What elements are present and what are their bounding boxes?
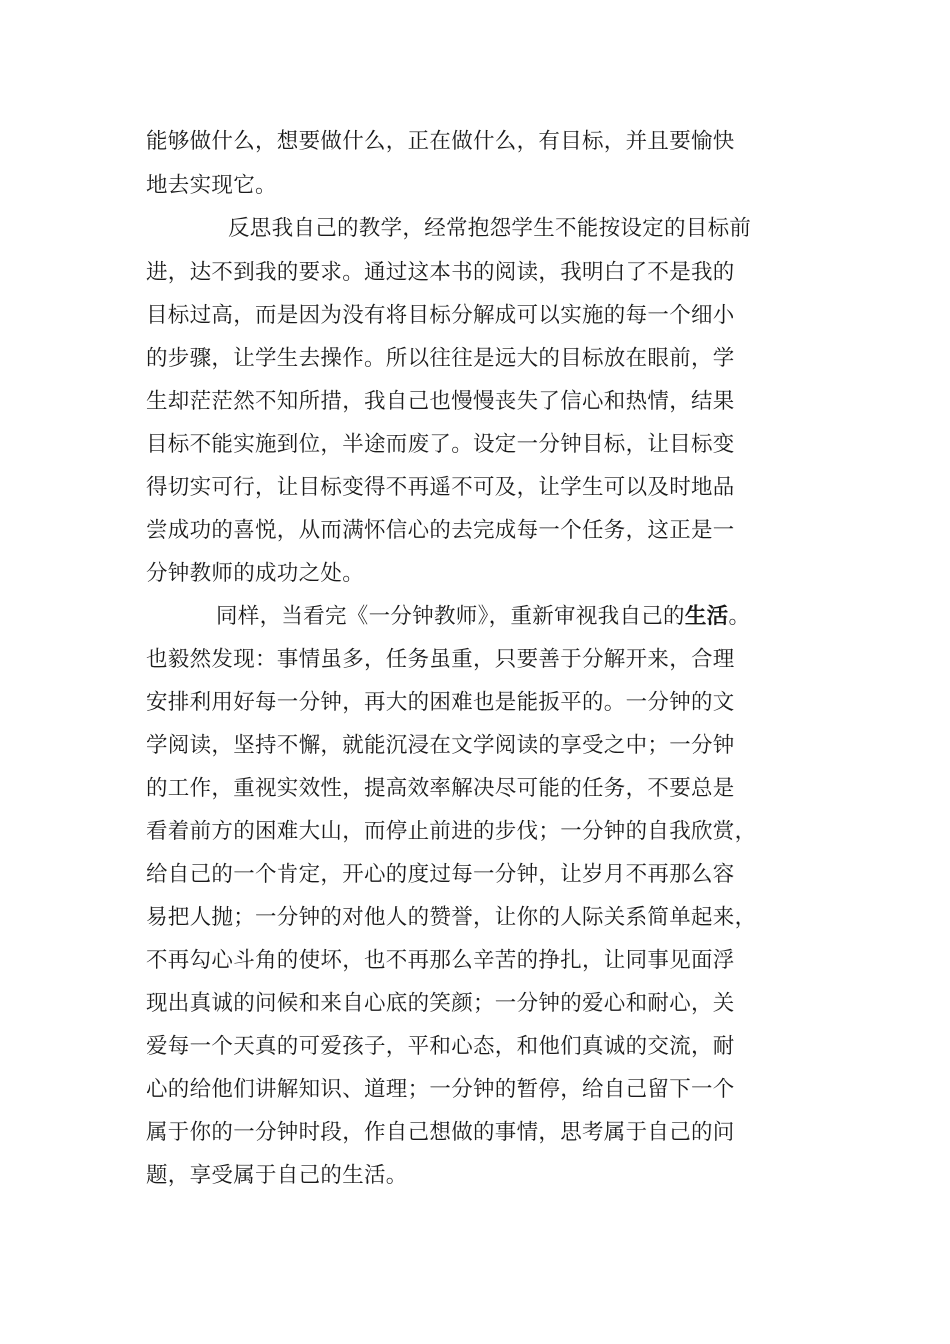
paragraph-2-line-4: 的步骤，让学生去操作。所以往往是远大的目标放在眼前，学: [146, 346, 735, 371]
paragraph-3-line-14: 题，享受属于自己的生活。: [146, 1163, 408, 1188]
paragraph-3-line-1: [216, 601, 750, 633]
paragraph-1-line-1: 能够做什么，想要做什么，正在做什么，有目标，并且要愉快: [146, 129, 735, 154]
paragraph-3-line-7: 给自己的一个肯定，开心的度过每一分钟，让岁月不再那么容: [146, 862, 735, 887]
paragraph-1-line-2: 地去实现它。: [146, 173, 277, 198]
paragraph-2-line-1: 反思我自己的教学，经常抱怨学生不能按设定的目标前: [228, 216, 752, 241]
paragraph-3-line-1-suffix: 。: [728, 604, 751, 629]
paragraph-3-line-9: 不再勾心斗角的使坏，也不再那么辛苦的挣扎，让同事见面浮: [146, 948, 735, 973]
paragraph-3-line-8: 易把人抛；一分钟的对他人的赞誉，让你的人际关系简单起来，: [146, 905, 757, 930]
paragraph-2-line-7: 得切实可行，让目标变得不再遥不可及，让学生可以及时地品: [146, 475, 735, 500]
paragraph-3-line-1-prefix: 同样，当看完《一分钟教师》，重新审视我自己的: [216, 604, 685, 629]
paragraph-2-line-8: 尝成功的喜悦，从而满怀信心的去完成每一个任务，这正是一: [146, 518, 735, 543]
paragraph-3-line-13: 属于你的一分钟时段，作自己想做的事情，思考属于自己的问: [146, 1120, 735, 1145]
paragraph-2-line-6: 目标不能实施到位，半途而废了。设定一分钟目标，让目标变: [146, 432, 735, 457]
paragraph-3-line-1-bold: 生活: [684, 604, 729, 629]
paragraph-3-line-6: 看着前方的困难大山，而停止前进的步伐；一分钟的自我欣赏，: [146, 819, 757, 844]
paragraph-2-line-3: 目标过高，而是因为没有将目标分解成可以实施的每一个细小: [146, 303, 735, 328]
paragraph-2-line-2: 进，达不到我的要求。通过这本书的阅读，我明白了不是我的: [146, 260, 735, 285]
paragraph-3-line-5: 的工作，重视实效性，提高效率解决尽可能的任务，不要总是: [146, 776, 735, 801]
paragraph-3-line-12: 心的给他们讲解知识、道理；一分钟的暂停，给自己留下一个: [146, 1077, 735, 1102]
paragraph-2-line-5: 生却茫茫然不知所措，我自己也慢慢丧失了信心和热情，结果: [146, 389, 735, 414]
paragraph-3-line-4: 学阅读，坚持不懈，就能沉浸在文学阅读的享受之中；一分钟: [146, 733, 735, 758]
paragraph-2-line-9: 分钟教师的成功之处。: [146, 561, 365, 586]
paragraph-3-line-2: 也毅然发现：事情虽多，任务虽重，只要善于分解开来，合理: [146, 647, 735, 672]
paragraph-3-line-11: 爱每一个天真的可爱孩子，平和心态，和他们真诚的交流，耐: [146, 1034, 735, 1059]
paragraph-3-line-10: 现出真诚的问候和来自心底的笑颜；一分钟的爱心和耐心，关: [146, 991, 735, 1016]
paragraph-3-line-3: 安排利用好每一分钟，再大的困难也是能扳平的。一分钟的文: [146, 690, 735, 715]
